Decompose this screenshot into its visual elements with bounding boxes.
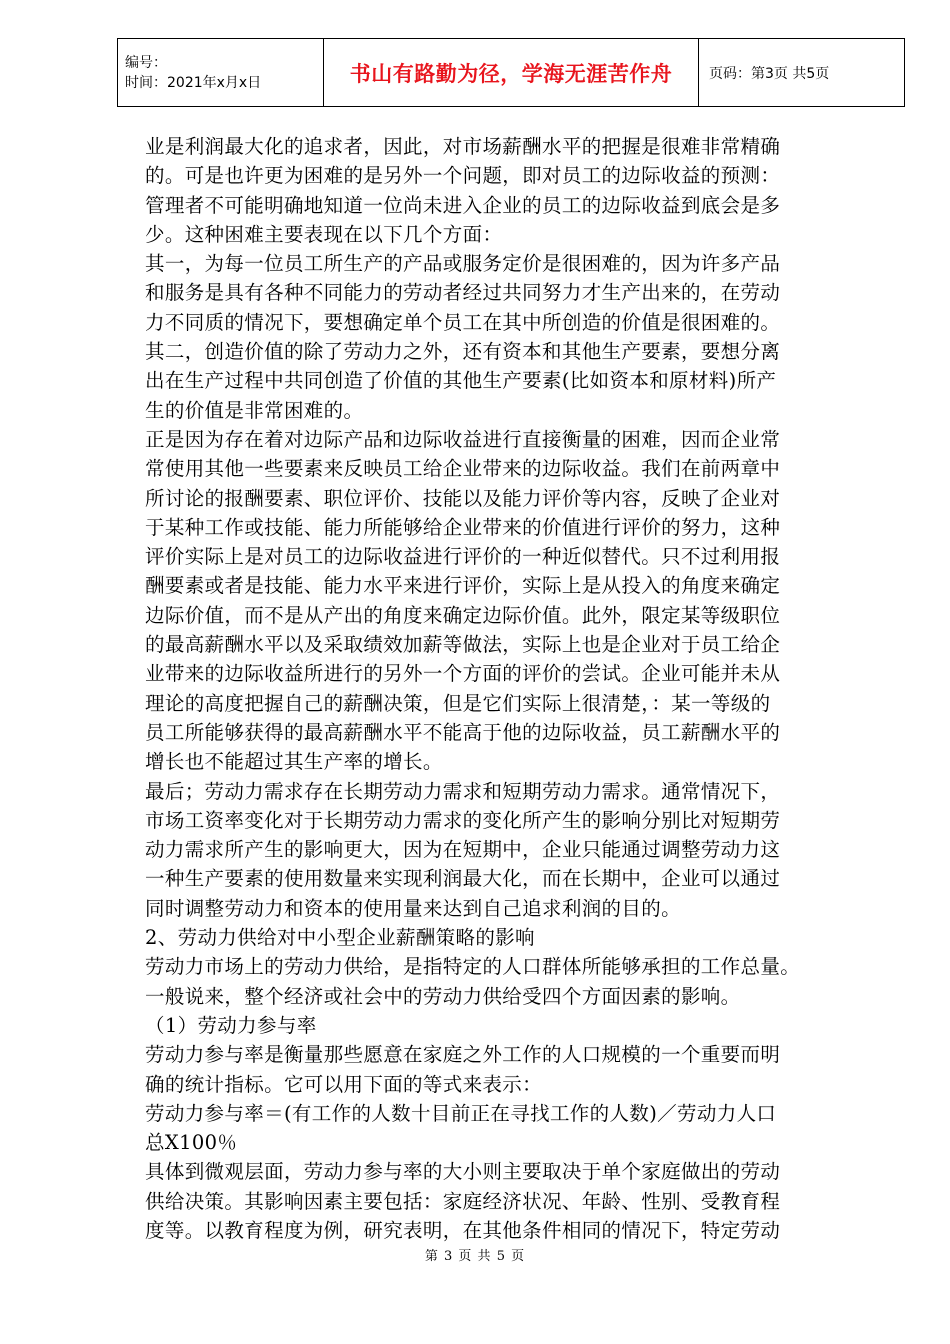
body-line: 生的价值是非常困难的。 — [145, 398, 364, 422]
body-line: 劳动力参与率＝(有工作的人数十目前正在寻找工作的人数)／劳动力人口 — [145, 1101, 777, 1125]
body-line: 确的统计指标。它可以用下面的等式来表示： — [145, 1072, 543, 1096]
body-line: 劳动力参与率是衡量那些愿意在家庭之外工作的人口规模的一个重要而明 — [145, 1043, 781, 1067]
body-line: 其一，为每一位员工所生产的产品或服务定价是很困难的，因为许多产品 — [145, 252, 781, 276]
header-page-label: 页码：第3页 共5页 — [709, 65, 830, 82]
body-line: 总X100％ — [145, 1131, 238, 1155]
body-line: 所讨论的报酬要素、职位评价、技能以及能力评价等内容，反映了企业对 — [145, 486, 781, 510]
body-line: 力不同质的情况下，要想确定单个员工在其中所创造的价值是很困难的。 — [145, 310, 781, 334]
body-line: 最后；劳动力需求存在长期劳动力需求和短期劳动力需求。通常情况下， — [145, 779, 781, 803]
body-line: 动力需求所产生的影响更大，因为在短期中，企业只能通过调整劳动力这 — [145, 838, 781, 862]
body-line: 少。这种困难主要表现在以下几个方面： — [145, 222, 503, 246]
body-line: 管理者不可能明确地知道一位尚未进入企业的员工的边际收益到底会是多 — [145, 193, 781, 217]
body-line: 边际价值，而不是从产出的角度来确定边际价值。此外，限定某等级职位 — [145, 603, 781, 627]
header-page-cell — [699, 39, 905, 107]
body-line: 具体到微观层面，劳动力参与率的大小则主要取决于单个家庭做出的劳动 — [145, 1160, 781, 1184]
page-footer: 第 3 页 共 5 页 — [424, 1249, 526, 1264]
body-line: 正是因为存在着对边际产品和边际收益进行直接衡量的困难，因而企业常 — [145, 427, 781, 451]
body-line: 其二，创造价值的除了劳动力之外，还有资本和其他生产要素，要想分离 — [145, 340, 781, 364]
body-line: （1）劳动力参与率 — [145, 1013, 317, 1037]
body-line: 常使用其他一些要素来反映员工给企业带来的边际收益。我们在前两章中 — [145, 457, 781, 481]
body-line: 同时调整劳动力和资本的使用量来达到自己追求利润的目的。 — [145, 896, 681, 920]
body-line: 2、劳动力供给对中小型企业薪酬策略的影响 — [145, 926, 535, 950]
body-line: 业带来的边际收益所进行的另外一个方面的评价的尝试。企业可能并未从 — [145, 662, 781, 686]
body-line: 一般说来，整个经济或社会中的劳动力供给受四个方面因素的影响。 — [145, 984, 741, 1008]
body-line: 劳动力市场上的劳动力供给，是指特定的人口群体所能够承担的工作总量。 — [145, 955, 801, 979]
body-line: 理论的高度把握自己的薪酬决策，但是它们实际上很清楚，：某一等级的 — [145, 691, 771, 715]
body-line: 和服务是具有各种不同能力的劳动者经过共同努力才生产出来的，在劳动 — [145, 281, 781, 305]
body-line: 市场工资率变化对于长期劳动力需求的变化所产生的影响分别比对短期劳 — [145, 808, 781, 832]
document-body — [145, 132, 875, 1245]
document-number-label: 编号： — [125, 54, 167, 71]
body-line: 于某种工作或技能、能力所能够给企业带来的价值进行评价的努力，这种 — [145, 515, 781, 539]
document-time-label: 时间：2021年x月x日 — [125, 74, 262, 91]
body-line: 业是利润最大化的追求者，因此，对市场薪酬水平的把握是很难非常精确 — [145, 135, 781, 158]
body-line: 出在生产过程中共同创造了价值的其他生产要素(比如资本和原材料)所产 — [145, 369, 777, 393]
page-header — [117, 38, 905, 107]
body-line: 一种生产要素的使用数量来实现利润最大化，而在长期中，企业可以通过 — [145, 867, 781, 891]
body-line: 增长也不能超过其生产率的增长。 — [145, 750, 443, 774]
body-line: 的。可是也许更为困难的是另外一个问题，即对员工的边际收益的预测： — [145, 164, 781, 188]
body-line: 的最高薪酬水平以及采取绩效加薪等做法，实际上也是企业对于员工给企 — [145, 633, 781, 657]
body-line: 员工所能够获得的最高薪酬水平不能高于他的边际收益，员工薪酬水平的 — [145, 720, 781, 744]
body-line: 评价实际上是对员工的边际收益进行评价的一种近似替代。只不过利用报 — [145, 545, 781, 569]
header-meta-cell — [118, 39, 324, 107]
header-motto: 书山有路勤为径，学海无涯苦作舟 — [349, 61, 673, 86]
header-motto-cell — [324, 39, 699, 107]
body-line: 酬要素或者是技能、能力水平来进行评价，实际上是从投入的角度来确定 — [145, 574, 781, 598]
body-line: 供给决策。其影响因素主要包括：家庭经济状况、年龄、性别、受教育程 — [145, 1189, 781, 1213]
body-line: 度等。以教育程度为例，研究表明，在其他条件相同的情况下，特定劳动 — [145, 1218, 781, 1242]
